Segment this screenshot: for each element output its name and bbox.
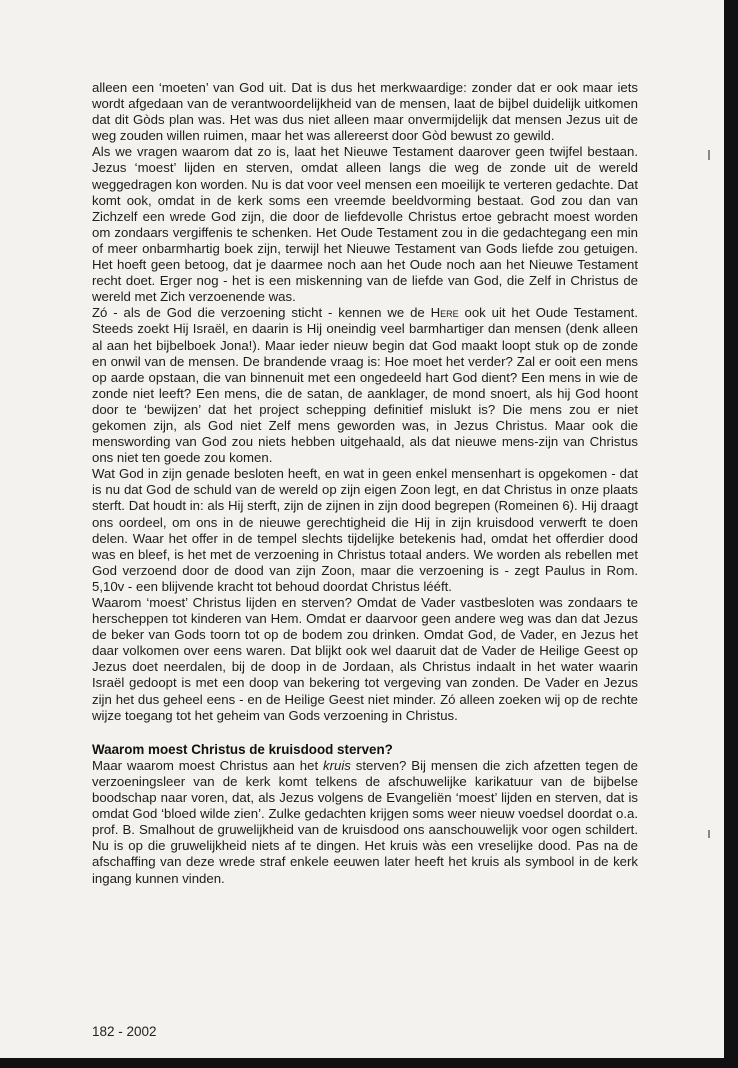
paragraph-text: ook uit het Oude Testament. Steeds zoekt Hij Israël, en daarin is Hij oneindig veel barmhartiger dan mensen (denk alleen al aan het bijbelboek Jona!). Maar ieder nieuw begin dat God maakt loopt stuk op de zonde en onwil van de mensen. De brandende vraag is: Hoe moet het verder? Zal er ooit een mens op aarde opstaan, die van binnenuit met een ongedeeld hart God dient? Een mens in wie de zonde niet leeft? Een mens, die de satan, de aanklager, de mond snoert, als hij God hoont door te ‘bewijzen’ dat het project schepping definitief mislukt is? Die mens zou er niet gekomen zijn, als God niet Zelf mens geworden was, in Jezus Christus. Maar ook die menswording van God zou niets hebben uitgehaald, als dat nieuwe mens-zijn van Christus ons niet ten goede zou komen. <box>92 305 638 466</box>
article-body <box>92 80 638 887</box>
margin-mark <box>708 830 710 838</box>
paragraph: Waarom ‘moest’ Christus lijden en sterven? Omdat de Vader vastbesloten was zondaars te herscheppen tot kinderen van Hem. Omdat er daarvoor geen andere weg was dan dat Jezus de beker van Gods toorn tot op de bodem zou drinken. Omdat God, de Vader, en Jezus het daar volkomen over eens waren. Dat blijkt ook wel daaruit dat de Vader de Heilige Geest op Jezus doet neerdalen, bij de doop in de Jordaan, als Christus indaalt in het water waarin Israël gedoopt is met een doop van bekering tot vergeving van zonden. De Vader en Jezus zijn het dus geheel eens - en de Heilige Geest niet minder. Zó alleen zoeken wij op de rechte wijze toegang tot het geheim van Gods verzoening in Christus. <box>92 595 638 723</box>
scan-edge-right <box>724 0 738 1068</box>
paragraph <box>92 758 638 887</box>
smallcaps-here: Here <box>430 305 459 321</box>
paragraph: Wat God in zijn genade besloten heeft, en wat in geen enkel mensenhart is opgekomen - dat is nu dat God de schuld van de wereld op zijn eigen Zoon legt, en dat Christus in onze plaats sterft. Dat houdt in: als Hij sterft, zijn de zijnen in zijn dood begrepen (Romeinen 6). Hij draagt ons oordeel, om ons in de nieuwe gerechtigheid die Hij in zijn kruisdood verwerft te doen delen. Waar het offer in de tempel slechts tijdelijke betekenis had, omdat het offerdier dood was en bleef, is het met de verzoening in Christus totaal anders. We worden als rebellen met God verzoend door de dood van zijn Zoon, maar die verzoening is - zegt Paulus in Rom. 5,10v - een blijvende kracht tot behoud doordat Christus lééft. <box>92 466 638 594</box>
paragraph-text: Maar waarom moest Christus aan het <box>92 757 324 773</box>
paragraph-text: sterven? Bij mensen die zich afzetten tegen de verzoeningsleer van de kerk komt telkens de afschuwelijke karikatuur van de bijbelse boodschap naar voren, dat, als Jezus volgens de Evangeliën ‘moest’ lijden en sterven, dat is omdat God ‘bloed wilde zien’. Zulke gedachten krijgen soms weer nieuw voedsel doordat o.a. prof. B. Smalhout de gruwelijkheid van de kruisdood ons aanschouwelijk voor ogen schildert. Nu is op die gruwelijkheid niets af te dingen. Het kruis wàs een vreselijke dood. Pas na de afschaffing van deze wrede straf enkele eeuwen later heeft het kruis als symbool in de kerk ingang kunnen vinden. <box>92 757 638 886</box>
paragraph <box>92 305 638 466</box>
paragraph: Als we vragen waarom dat zo is, laat het Nieuwe Testament daarover geen twijfel bestaan. Jezus ‘moest’ lijden en sterven, omdat alleen langs die weg de zonde uit de wereld weggedragen kon worden. Nu is dat voor veel mensen een moeilijk te verteren gedachte. Dat komt ook, omdat in de kerk soms een vreemde beeldvorming bestaat. God zou dan van Zichzelf een wrede God zijn, die door de liefdevolle Christus ertoe gebracht moest worden om zondaars vergiffenis te schenken. Het Oude Testament zou in die gedachtegang een min of meer onbarmhartig boek zijn, terwijl het Nieuwe Testament van Gods liefde zou getuigen. Het hoeft geen betoog, dat je daarmee noch aan het Oude noch aan het Nieuwe Testament recht doet. Erger nog - het is een miskenning van de liefde van God, die Zelf in Christus de wereld met Zich verzoenende was. <box>92 144 638 305</box>
italic-word: kruis <box>323 757 351 773</box>
margin-mark <box>708 150 710 160</box>
scan-edge-bottom <box>0 1058 738 1068</box>
section-heading: Waarom moest Christus de kruisdood sterven? <box>92 741 393 757</box>
page-number: 182 - 2002 <box>92 1024 157 1039</box>
paragraph: alleen een ‘moeten’ van God uit. Dat is dus het merkwaardige: zonder dat er ook maar iets wordt afgedaan van de verantwoordelijkheid van de mensen, laat de bijbel duidelijk uitkomen dat dit Gòds plan was. Het was dus niet alleen maar onvermijdelijk dat mensen Jezus uit de weg zouden willen ruimen, maar het was allereerst door Gòd bewust zo gewild. <box>92 80 638 144</box>
paragraph-text: Zó - als de God die verzoening sticht - kennen we de <box>92 305 431 321</box>
